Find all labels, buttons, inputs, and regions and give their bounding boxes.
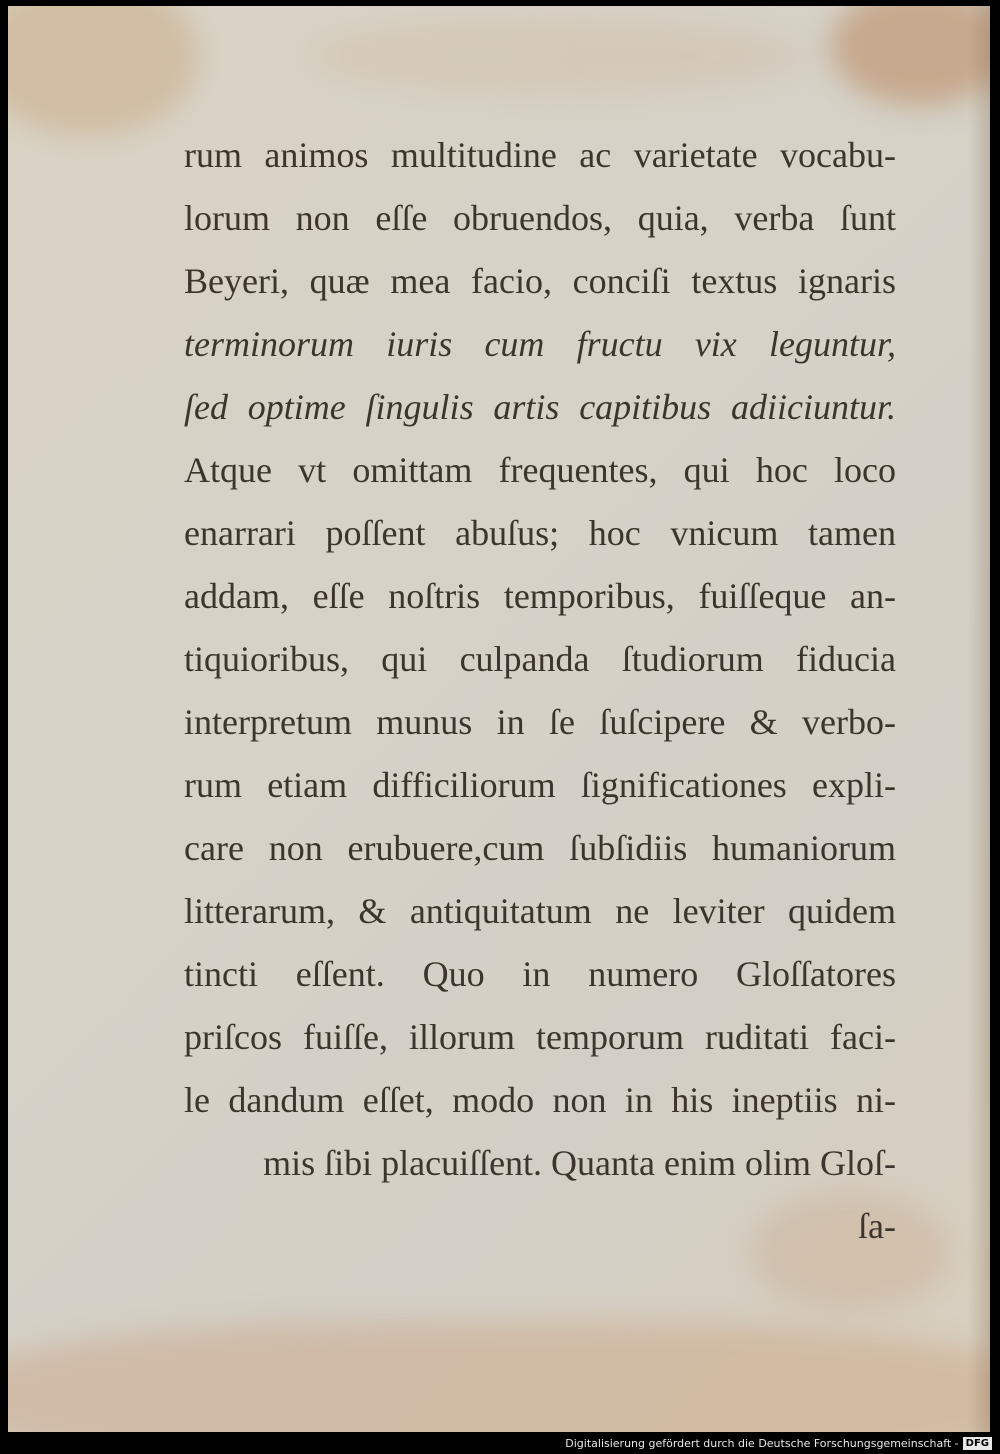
- text-line: lorum non eſſe obruendos, quia, verba ſunt: [184, 198, 896, 238]
- paper-stain: [308, 16, 808, 96]
- text-line: le dandum eſſet, modo non in his ineptiis ni-: [184, 1080, 896, 1120]
- text-line: addam, eſſe noſtris temporibus, fuiſſeque an-: [184, 576, 896, 616]
- text-line: ſed optime ſingulis artis capitibus adiiciuntur.: [184, 387, 896, 427]
- text-line: litterarum, & antiquitatum ne leviter quidem: [184, 891, 896, 931]
- text-line: Beyeri, quæ mea facio, conciſi textus ignaris: [184, 261, 896, 301]
- digitization-footer: [565, 1437, 992, 1450]
- text-line: Atque vt omittam frequentes, qui hoc loco: [184, 450, 896, 490]
- catchword: ſa-: [858, 1206, 896, 1246]
- text-line: enarrari poſſent abuſus; hoc vnicum tamen: [184, 513, 896, 553]
- text-line: terminorum iuris cum fructu vix leguntur,: [184, 324, 896, 364]
- paper-stain: [830, 6, 990, 106]
- page-fold-shadow: [968, 6, 990, 1432]
- text-line: tincti eſſent. Quo in numero Gloſſatores: [184, 954, 896, 994]
- paper-stain: [8, 1322, 990, 1432]
- dfg-logo-icon: DFG: [963, 1437, 992, 1450]
- footer-credit: Digitalisierung gefördert durch die Deutsche Forschungsgemeinschaft -: [565, 1437, 959, 1450]
- text-line: care non erubuere,cum ſubſidiis humaniorum: [184, 828, 896, 868]
- paper-stain: [8, 6, 198, 136]
- text-line: interpretum munus in ſe ſuſcipere & verbo-: [184, 702, 896, 742]
- text-line: rum animos multitudine ac varietate vocabu-: [184, 135, 896, 175]
- text-line: tiquioribus, qui culpanda ſtudiorum fiducia: [184, 639, 896, 679]
- text-line: mis ſibi placuiſſent. Quanta enim olim Gloſ-: [263, 1143, 896, 1183]
- body-text: [184, 124, 896, 1258]
- document-page: [8, 6, 990, 1432]
- text-line: rum etiam difficiliorum ſignificationes expli-: [184, 765, 896, 805]
- text-line: priſcos fuiſſe, illorum temporum ruditati faci-: [184, 1017, 896, 1057]
